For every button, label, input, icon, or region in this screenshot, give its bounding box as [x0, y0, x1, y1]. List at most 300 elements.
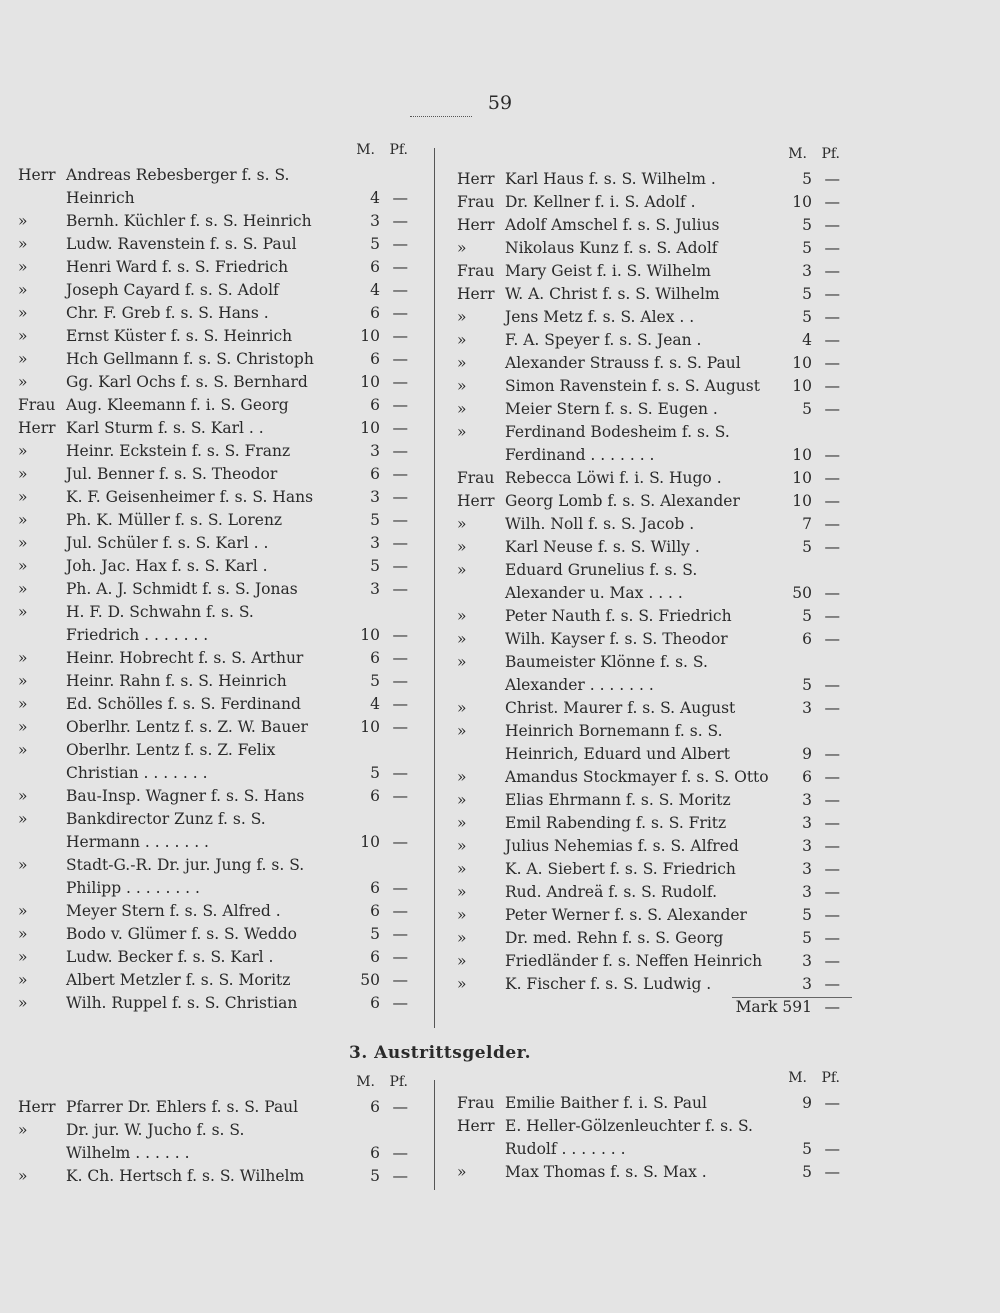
entry-name: Emil Rabending f. s. S. Fritz — [505, 814, 727, 832]
list-item — [18, 509, 420, 532]
entry-prefix: » — [457, 952, 467, 970]
list-item — [18, 233, 420, 256]
entry-name: Hch Gellmann f. s. S. Christoph — [66, 350, 314, 368]
entry-mark-amount: 4 — [370, 695, 380, 713]
entry-prefix: » — [18, 304, 28, 322]
entry-name: Alexander Strauss f. s. S. Paul — [505, 354, 741, 372]
entry-pfennig-amount: — — [824, 745, 840, 763]
entry-name: Simon Ravenstein f. s. S. August — [505, 377, 760, 395]
entry-pfennig-amount: — — [824, 285, 840, 303]
column-divider — [434, 148, 435, 1028]
list-item — [18, 693, 420, 716]
entry-pfennig-amount: — — [824, 331, 840, 349]
entry-name: Wilh. Ruppel f. s. S. Christian — [66, 994, 298, 1012]
section1-left-column — [18, 142, 420, 1015]
entry-pfennig-amount: — — [392, 626, 408, 644]
entry-prefix: » — [457, 929, 467, 947]
entry-pfennig-amount: — — [824, 446, 840, 464]
entry-name: Rudolf . . . . . . . — [505, 1140, 626, 1158]
entry-prefix: » — [18, 718, 28, 736]
entry-prefix: » — [18, 649, 28, 667]
section2-left-column — [18, 1074, 420, 1188]
pfennig-header: Pf. — [821, 146, 840, 162]
entry-name: Wilhelm . . . . . . — [66, 1144, 190, 1162]
entry-prefix: » — [457, 814, 467, 832]
entry-prefix: Frau — [457, 1094, 495, 1112]
entry-mark-amount: 6 — [370, 879, 380, 897]
entry-prefix: » — [457, 515, 467, 533]
list-item — [457, 559, 852, 582]
entry-mark-amount: 6 — [370, 1098, 380, 1116]
entry-name: Emilie Baither f. i. S. Paul — [505, 1094, 707, 1112]
entry-prefix: » — [18, 557, 28, 575]
section-title: 3. Austrittsgelder. — [348, 1043, 531, 1063]
entry-name: Bodo v. Glümer f. s. S. Weddo — [66, 925, 297, 943]
list-item — [18, 486, 420, 509]
entry-prefix: Herr — [457, 216, 495, 234]
list-item — [457, 766, 852, 789]
entry-name: F. A. Speyer f. s. S. Jean . — [505, 331, 702, 349]
entry-name: Eduard Grunelius f. s. S. — [505, 561, 698, 579]
entry-pfennig-amount: — — [824, 607, 840, 625]
entry-name: Andreas Rebesberger f. s. S. — [66, 166, 290, 184]
entry-pfennig-amount: — — [392, 442, 408, 460]
entry-mark-amount: 5 — [802, 929, 812, 947]
entry-prefix: Herr — [457, 1117, 495, 1135]
entry-mark-amount: 3 — [802, 975, 812, 993]
list-item — [18, 854, 420, 877]
entry-name: Henri Ward f. s. S. Friedrich — [66, 258, 289, 276]
entry-pfennig-amount: — — [392, 488, 408, 506]
list-item — [457, 490, 852, 513]
entry-name: Albert Metzler f. s. S. Moritz — [66, 971, 291, 989]
entry-prefix: » — [457, 354, 467, 372]
list-item — [18, 946, 420, 969]
entry-prefix: Frau — [457, 193, 495, 211]
entry-pfennig-amount: — — [392, 672, 408, 690]
entry-prefix: » — [457, 883, 467, 901]
entry-pfennig-amount: — — [824, 377, 840, 395]
entry-mark-amount: 10 — [792, 377, 812, 395]
entry-prefix: Herr — [457, 170, 495, 188]
list-item — [18, 1119, 420, 1142]
entry-prefix: » — [457, 906, 467, 924]
entry-prefix: » — [457, 768, 467, 786]
entry-prefix: » — [18, 327, 28, 345]
entry-pfennig-amount: — — [824, 906, 840, 924]
list-item — [457, 743, 852, 766]
entry-name: Ph. K. Müller f. s. S. Lorenz — [66, 511, 283, 529]
list-item — [457, 881, 852, 904]
entry-pfennig-amount: — — [824, 193, 840, 211]
entry-pfennig-amount: — — [824, 1094, 840, 1112]
entry-mark-amount: 3 — [802, 883, 812, 901]
entry-name: Adolf Amschel f. s. S. Julius — [505, 216, 720, 234]
entry-pfennig-amount: — — [392, 212, 408, 230]
entry-prefix: » — [18, 212, 28, 230]
entry-pfennig-amount: — — [824, 262, 840, 280]
list-item — [18, 1165, 420, 1188]
entry-name: Ferdinand Bodesheim f. s. S. — [505, 423, 730, 441]
entry-name: Ludw. Becker f. s. S. Karl . — [66, 948, 274, 966]
entry-name: Bau-Insp. Wagner f. s. S. Hans — [66, 787, 305, 805]
entry-pfennig-amount: — — [392, 833, 408, 851]
entry-name: Meier Stern f. s. S. Eugen . — [505, 400, 718, 418]
entry-mark-amount: 6 — [370, 465, 380, 483]
entry-pfennig-amount: — — [824, 768, 840, 786]
entry-prefix: » — [457, 331, 467, 349]
entry-mark-amount: 50 — [792, 584, 812, 602]
entry-prefix: » — [18, 534, 28, 552]
entry-name: Julius Nehemias f. s. S. Alfred — [505, 837, 739, 855]
list-item — [457, 674, 852, 697]
entry-name: Bankdirector Zunz f. s. S. — [66, 810, 266, 828]
entry-pfennig-amount: — — [824, 630, 840, 648]
list-item — [18, 463, 420, 486]
entry-prefix: » — [18, 350, 28, 368]
list-item — [18, 831, 420, 854]
entry-name: E. Heller-Gölzenleuchter f. s. S. — [505, 1117, 753, 1135]
entry-mark-amount: 5 — [802, 216, 812, 234]
entry-prefix: » — [18, 1167, 28, 1185]
entry-mark-amount: 10 — [360, 833, 380, 851]
entry-pfennig-amount: — — [824, 354, 840, 372]
entry-mark-amount: 7 — [802, 515, 812, 533]
list-item — [457, 306, 852, 329]
entry-pfennig-amount: — — [392, 879, 408, 897]
list-item — [18, 187, 420, 210]
entry-name: Meyer Stern f. s. S. Alfred . — [66, 902, 281, 920]
list-item — [457, 950, 852, 973]
list-item — [18, 417, 420, 440]
entry-name: Max Thomas f. s. S. Max . — [505, 1163, 707, 1181]
list-item — [457, 536, 852, 559]
entry-prefix: » — [18, 902, 28, 920]
entry-prefix: Frau — [18, 396, 56, 414]
entry-name: Pfarrer Dr. Ehlers f. s. S. Paul — [66, 1098, 299, 1116]
entry-pfennig-amount: — — [392, 373, 408, 391]
entry-prefix: » — [18, 1121, 28, 1139]
entry-prefix: » — [18, 373, 28, 391]
entry-mark-amount: 5 — [802, 170, 812, 188]
entry-pfennig-amount: — — [824, 883, 840, 901]
list-item — [18, 647, 420, 670]
entry-pfennig-amount: — — [824, 791, 840, 809]
entry-name: K. Ch. Hertsch f. s. S. Wilhelm — [66, 1167, 305, 1185]
entry-mark-amount: 4 — [370, 189, 380, 207]
list-item — [457, 214, 852, 237]
list-item — [457, 191, 852, 214]
entry-name: Ferdinand . . . . . . . — [505, 446, 655, 464]
entry-name: Joh. Jac. Hax f. s. S. Karl . — [66, 557, 268, 575]
list-item — [457, 168, 852, 191]
entry-prefix: Herr — [18, 166, 56, 184]
list-item — [18, 532, 420, 555]
entry-pfennig-amount: — — [824, 860, 840, 878]
entry-mark-amount: 6 — [370, 258, 380, 276]
entry-mark-amount: 5 — [802, 285, 812, 303]
entry-name: Heinr. Rahn f. s. S. Heinrich — [66, 672, 287, 690]
entry-pfennig-amount: — — [824, 676, 840, 694]
list-item — [457, 375, 852, 398]
list-item — [18, 578, 420, 601]
entry-mark-amount: 5 — [370, 764, 380, 782]
page-number: 59 — [487, 92, 513, 114]
entry-prefix: » — [457, 400, 467, 418]
entry-mark-amount: 10 — [360, 373, 380, 391]
entry-prefix: » — [457, 607, 467, 625]
entry-name: Dr. Kellner f. i. S. Adolf . — [505, 193, 696, 211]
entry-pfennig-amount: — — [392, 511, 408, 529]
list-item — [457, 1161, 852, 1184]
list-item — [18, 164, 420, 187]
list-item — [457, 858, 852, 881]
entry-mark-amount: 6 — [370, 902, 380, 920]
entry-mark-amount: 5 — [802, 538, 812, 556]
entry-prefix: » — [457, 423, 467, 441]
list-item — [457, 628, 852, 651]
entry-name: Jens Metz f. s. S. Alex . . — [505, 308, 695, 326]
entry-pfennig-amount: — — [392, 327, 408, 345]
entry-name: Karl Neuse f. s. S. Willy . — [505, 538, 700, 556]
entry-prefix: » — [457, 975, 467, 993]
list-item — [457, 237, 852, 260]
entry-name: Bernh. Küchler f. s. S. Heinrich — [66, 212, 312, 230]
entry-name: Aug. Kleemann f. i. S. Georg — [66, 396, 289, 414]
entry-name: Ludw. Ravenstein f. s. S. Paul — [66, 235, 297, 253]
entry-prefix: » — [18, 787, 28, 805]
entry-mark-amount: 10 — [792, 469, 812, 487]
total-label: Mark 591 — [735, 998, 812, 1016]
entry-prefix: » — [457, 538, 467, 556]
entry-name: K. A. Siebert f. s. S. Friedrich — [505, 860, 736, 878]
entry-mark-amount: 5 — [802, 1140, 812, 1158]
list-item — [18, 624, 420, 647]
list-item — [457, 421, 852, 444]
list-item — [18, 279, 420, 302]
entry-prefix: » — [18, 994, 28, 1012]
entry-mark-amount: 5 — [370, 1167, 380, 1185]
list-item — [18, 601, 420, 624]
list-item — [18, 555, 420, 578]
entry-pfennig-amount: — — [392, 649, 408, 667]
list-item — [18, 992, 420, 1015]
entry-mark-amount: 10 — [792, 354, 812, 372]
entry-pfennig-amount: — — [392, 557, 408, 575]
entry-mark-amount: 6 — [370, 350, 380, 368]
list-item — [457, 1115, 852, 1138]
entry-name: Wilh. Kayser f. s. S. Theodor — [505, 630, 728, 648]
list-item — [457, 329, 852, 352]
entry-prefix: » — [18, 488, 28, 506]
entry-mark-amount: 3 — [370, 442, 380, 460]
entry-name: Gg. Karl Ochs f. s. S. Bernhard — [66, 373, 308, 391]
entry-name: Jul. Benner f. s. S. Theodor — [66, 465, 278, 483]
list-item — [457, 467, 852, 490]
pfennig-header: Pf. — [821, 1070, 840, 1086]
entry-prefix: Frau — [457, 469, 495, 487]
list-item — [457, 260, 852, 283]
entry-name: Ed. Schölles f. s. S. Ferdinand — [66, 695, 301, 713]
list-item — [457, 812, 852, 835]
entry-mark-amount: 5 — [802, 676, 812, 694]
entry-mark-amount: 5 — [802, 400, 812, 418]
entry-pfennig-amount: — — [392, 925, 408, 943]
entry-name: K. Fischer f. s. S. Ludwig . — [505, 975, 712, 993]
entry-name: Ernst Küster f. s. S. Heinrich — [66, 327, 293, 345]
list-item — [18, 348, 420, 371]
entry-name: Dr. med. Rehn f. s. S. Georg — [505, 929, 724, 947]
entry-mark-amount: 5 — [370, 511, 380, 529]
list-item — [457, 352, 852, 375]
entry-prefix: » — [18, 948, 28, 966]
entry-pfennig-amount: — — [392, 396, 408, 414]
entry-mark-amount: 3 — [802, 952, 812, 970]
entry-list — [457, 168, 852, 996]
entry-pfennig-amount: — — [824, 1163, 840, 1181]
list-item — [457, 697, 852, 720]
entry-name: Alexander u. Max . . . . — [505, 584, 683, 602]
list-item — [18, 670, 420, 693]
entry-name: Heinr. Eckstein f. s. S. Franz — [66, 442, 291, 460]
entry-name: Heinrich, Eduard und Albert — [505, 745, 730, 763]
entry-pfennig-amount: — — [392, 948, 408, 966]
list-item — [18, 716, 420, 739]
entry-prefix: » — [18, 810, 28, 828]
entry-prefix: » — [18, 925, 28, 943]
entry-name: Mary Geist f. i. S. Wilhelm — [505, 262, 711, 280]
entry-prefix: » — [18, 442, 28, 460]
list-item — [18, 1096, 420, 1119]
column-divider — [434, 1080, 435, 1190]
entry-mark-amount: 3 — [802, 837, 812, 855]
entry-prefix: » — [18, 695, 28, 713]
entry-mark-amount: 3 — [370, 212, 380, 230]
entry-prefix: » — [18, 971, 28, 989]
entry-mark-amount: 3 — [802, 860, 812, 878]
entry-name: Elias Ehrmann f. s. S. Moritz — [505, 791, 731, 809]
entry-name: Heinrich Bornemann f. s. S. — [505, 722, 723, 740]
entry-name: Chr. F. Greb f. s. S. Hans . — [66, 304, 269, 322]
list-item — [457, 835, 852, 858]
entry-name: Baumeister Klönne f. s. S. — [505, 653, 708, 671]
entry-name: W. A. Christ f. s. S. Wilhelm — [505, 285, 720, 303]
section2-right-column — [457, 1070, 852, 1184]
entry-mark-amount: 6 — [802, 630, 812, 648]
list-item — [18, 808, 420, 831]
entry-pfennig-amount: — — [824, 216, 840, 234]
entry-name: Georg Lomb f. s. S. Alexander — [505, 492, 740, 510]
entry-mark-amount: 10 — [360, 718, 380, 736]
entry-prefix: » — [457, 860, 467, 878]
list-item — [18, 394, 420, 417]
entry-pfennig-amount: — — [824, 469, 840, 487]
entry-mark-amount: 3 — [370, 488, 380, 506]
pfennig-header: Pf. — [389, 142, 408, 158]
entry-name: Peter Werner f. s. S. Alexander — [505, 906, 747, 924]
entry-mark-amount: 3 — [370, 534, 380, 552]
list-item — [18, 762, 420, 785]
entry-mark-amount: 6 — [370, 304, 380, 322]
entry-prefix: » — [457, 561, 467, 579]
amount-header — [457, 1070, 852, 1092]
entry-name: Stadt-G.-R. Dr. jur. Jung f. s. S. — [66, 856, 305, 874]
entry-mark-amount: 3 — [802, 262, 812, 280]
mark-header: M. — [788, 1070, 807, 1086]
mark-header: M. — [788, 146, 807, 162]
entry-pfennig-amount: — — [392, 580, 408, 598]
entry-name: Peter Nauth f. s. S. Friedrich — [505, 607, 732, 625]
entry-prefix: » — [457, 630, 467, 648]
entry-name: Heinr. Hobrecht f. s. S. Arthur — [66, 649, 304, 667]
entry-pfennig-amount: — — [824, 814, 840, 832]
list-item — [18, 900, 420, 923]
entry-pfennig-amount: — — [392, 258, 408, 276]
entry-name: Rud. Andreä f. s. S. Rudolf. — [505, 883, 718, 901]
entry-prefix: » — [457, 722, 467, 740]
list-item — [18, 302, 420, 325]
entry-mark-amount: 3 — [370, 580, 380, 598]
entry-pfennig-amount: — — [824, 952, 840, 970]
entry-pfennig-amount: — — [392, 189, 408, 207]
entry-list — [457, 1092, 852, 1184]
entry-name: K. F. Geisenheimer f. s. S. Hans — [66, 488, 314, 506]
entry-name: Joseph Cayard f. s. S. Adolf — [66, 281, 279, 299]
entry-pfennig-amount: — — [824, 538, 840, 556]
list-item — [18, 256, 420, 279]
list-item — [457, 398, 852, 421]
entry-name: Friedländer f. s. Neffen Heinrich — [505, 952, 763, 970]
entry-prefix: » — [18, 741, 28, 759]
entry-mark-amount: 5 — [802, 906, 812, 924]
entry-mark-amount: 5 — [802, 1163, 812, 1181]
entry-name: Philipp . . . . . . . . — [66, 879, 200, 897]
entry-pfennig-amount: — — [824, 170, 840, 188]
entry-name: Christ. Maurer f. s. S. August — [505, 699, 736, 717]
entry-pfennig-amount: — — [392, 1167, 408, 1185]
entry-mark-amount: 10 — [360, 626, 380, 644]
entry-prefix: » — [18, 258, 28, 276]
entry-pfennig-amount: — — [824, 699, 840, 717]
list-item — [18, 739, 420, 762]
entry-pfennig-amount: — — [392, 465, 408, 483]
entry-mark-amount: 6 — [802, 768, 812, 786]
list-item — [457, 605, 852, 628]
entry-mark-amount: 6 — [370, 994, 380, 1012]
amount-header — [18, 142, 420, 164]
entry-name: Ph. A. J. Schmidt f. s. S. Jonas — [66, 580, 298, 598]
entry-prefix: » — [18, 603, 28, 621]
mark-header: M. — [356, 1074, 375, 1090]
entry-prefix: » — [457, 239, 467, 257]
entry-name: Christian . . . . . . . — [66, 764, 208, 782]
list-item — [18, 969, 420, 992]
entry-prefix: » — [18, 580, 28, 598]
entry-mark-amount: 6 — [370, 649, 380, 667]
entry-mark-amount: 4 — [802, 331, 812, 349]
entry-pfennig-amount: — — [392, 1098, 408, 1116]
list-item — [457, 582, 852, 605]
entry-name: Heinrich — [66, 189, 135, 207]
entry-mark-amount: 5 — [802, 308, 812, 326]
entry-prefix: » — [18, 281, 28, 299]
entry-pfennig-amount: — — [392, 1144, 408, 1162]
entry-name: Wilh. Noll f. s. S. Jacob . — [505, 515, 695, 533]
entry-prefix: » — [457, 699, 467, 717]
entry-pfennig-amount: — — [824, 1140, 840, 1158]
entry-mark-amount: 5 — [370, 925, 380, 943]
entry-mark-amount: 10 — [792, 193, 812, 211]
